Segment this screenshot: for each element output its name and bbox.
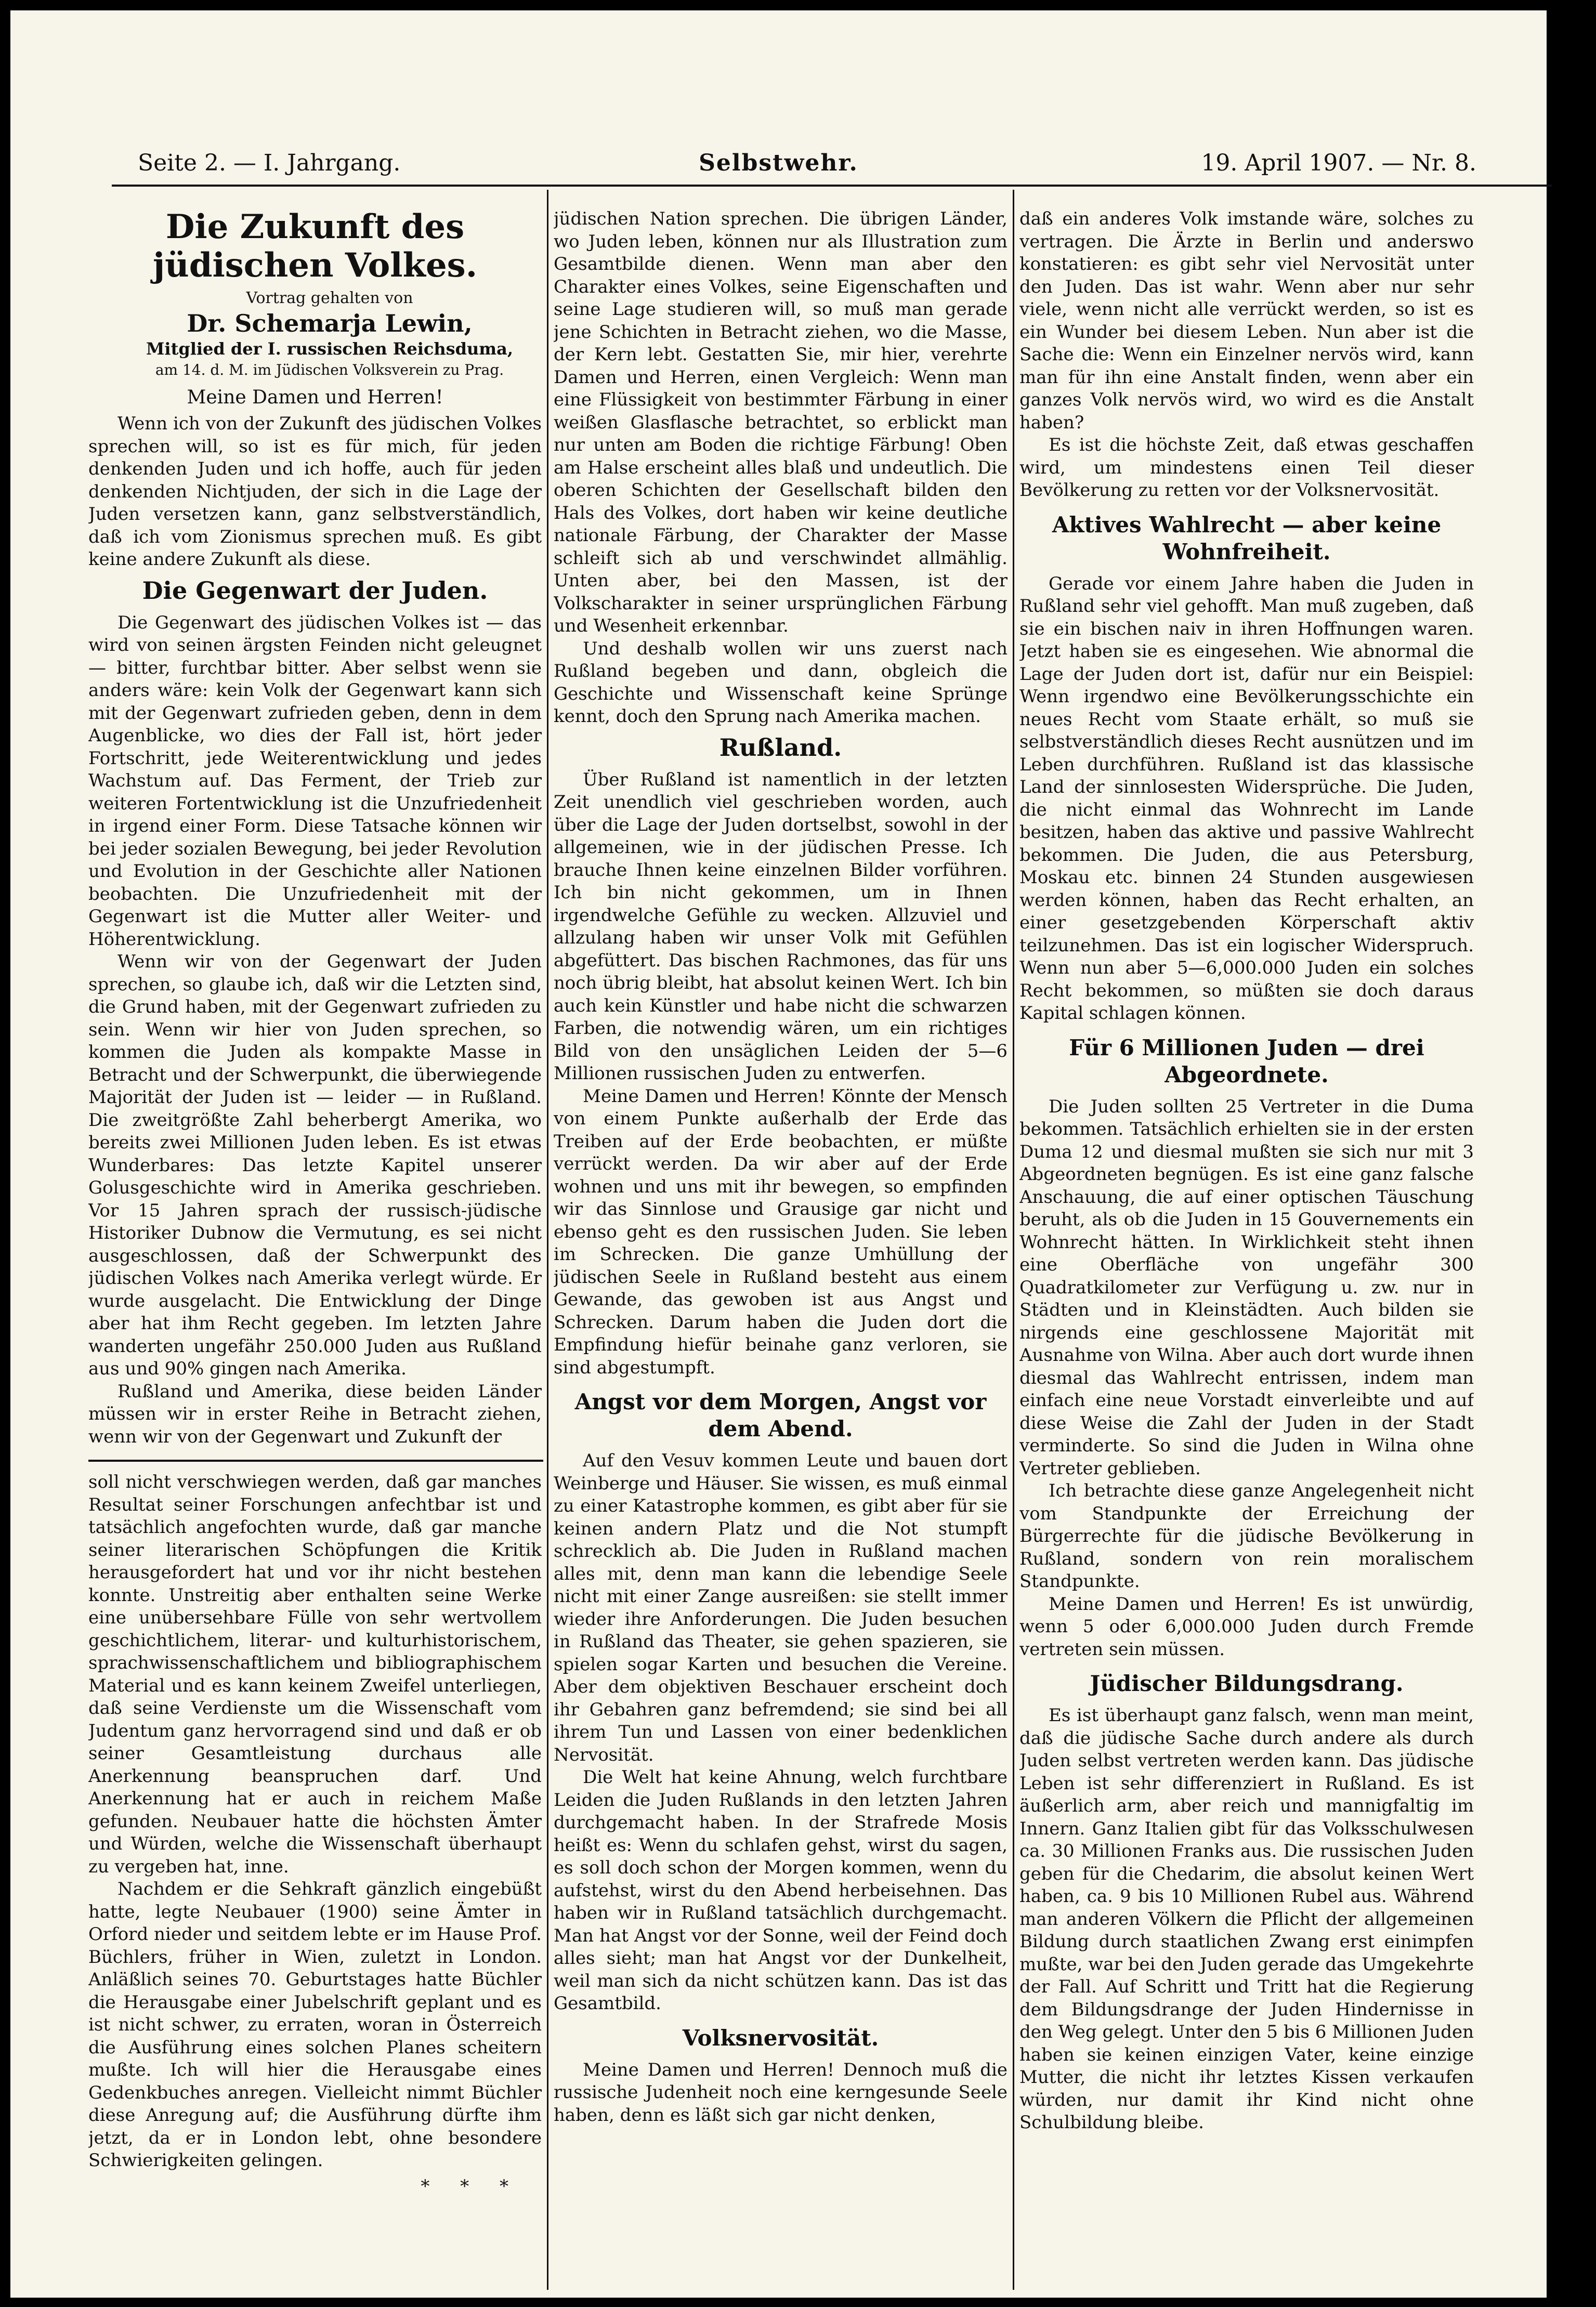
paragraph: Auf den Vesuv kommen Leute und bauen dort Weinberge und Häuser. Sie wissen, es muß einmal zu einer Katastrophe kommen, es gibt aber für sie keinen andern Platz und die Not stumpft schrecklich ab. Die Juden in Rußland machen alles mit, denn man kann die lebendige Seele nicht mit einer Zange ausreißen: sie stellt immer wieder ihre Anforderungen. Die Juden besuchen in Rußland das Theater, sie gehen spazieren, sie spielen sogar Karten und besuchen die Vereine. Aber dem objektiven Beschauer erscheint doch ihr Gebahren ganz befremdend; sie sind bei all ihrem Tun und Lassen von einer bedenklichen Nervosität. — [554, 1450, 1008, 1765]
section-heading: Die Gegenwart der Juden. — [142, 576, 488, 605]
newspaper-page — [10, 10, 1547, 2298]
header-rule — [112, 185, 1552, 187]
header-masthead: Selbstwehr. — [699, 150, 858, 176]
column-rule-2 — [1013, 190, 1014, 2290]
paragraph: Gerade vor einem Jahre haben die Juden in Rußland sehr viel gehofft. Man muß zugeben, daß sie ein bischen naiv in ihren Hoffnungen waren. Jetzt haben sie es eingesehen. Wie abnormal die Lage der Juden dort ist, dafür nur ein Beispiel: Wenn irgendwo eine Bevölkerungsschichte ein neues Recht vom Staate erhält, so muß sie selbstverständlich dieses Recht ausnützen und im Leben durchführen. Rußland ist das klassische Land der sinnlosesten Widersprüche. Die Juden, die nicht einmal das Wohnrecht im Lande besitzen, haben das aktive und passive Wahlrecht bekommen. Die Juden, die aus Petersburg, Moskau etc. binnen 24 Stunden ausgewiesen werden können, haben das Recht erhalten, an einer gesetzgebenden Körperschaft aktiv teilzunehmen. Das ist ein logischer Widerspruch. Wenn nun aber 5—6,000.000 Juden ein solches Recht bekommen, so müßten sie doch daraus Kapital schlagen können. — [1019, 573, 1474, 1024]
section-heading: Aktives Wahlrecht — aber keine Wohnfreiheit. — [1052, 512, 1442, 565]
column-rule-1 — [547, 190, 548, 2290]
section-heading: Jüdischer Bildungsdrang. — [1090, 1671, 1404, 1696]
section-heading: Volksnervosität. — [682, 2025, 879, 2051]
paragraph: Nachdem er die Sehkraft gänzlich eingebüßt hatte, legte Neubauer (1900) seine Ämter in Orford nieder und seitdem lebte er im Hause Prof. Büchlers, früher in Wien, zuletzt in London. Anläßlich seines 70. Geburtstages hatte Büchler die Herausgabe einer Jubelschrift geplant und es ist nicht schwer, zu erraten, woran in Österreich die Ausführung eines solchen Planes scheitern mußte. Ich will hier die Herausgabe eines Gedenkbuches anregen. Vielleicht nimmt Büchler diese Anregung auf; die Ausführung dürfte ihm jetzt, da er in London lebt, ohne besondere Schwierigkeiten gelingen. — [88, 1879, 542, 2171]
lecture-date: am 14. d. M. im Jüdischen Volksverein zu Prag. — [155, 361, 504, 378]
header-page-info: Seite 2. — I. Jahrgang. — [138, 150, 401, 176]
paragraph: Über Rußland ist namentlich in der letzten Zeit unendlich viel geschrieben worden, auch über die Lage der Juden dortselbst, sowohl in der allgemeinen, wie in der jüdischen Presse. Ich brauche Ihnen keine einzelnen Bilder vorführen. Ich bin nicht gekommen, um in Ihnen irgendwelche Gefühle zu wecken. Allzuviel und allzulang haben wir unser Volk mit Gefühlen abgefüttert. Das bischen Rachmones, das für uns noch übrig bleibt, hat absolut keinen Wert. Ich bin auch kein Künstler und habe nicht die schwarzen Farben, die notwendig wären, um ein richtiges Bild von den unsäglichen Leiden der 5—6 Millionen russischen Juden zu entwerfen. — [554, 769, 1008, 1084]
paragraph: Meine Damen und Herren! Dennoch muß die russische Judenheit noch eine kerngesunde Seele haben, denn es läßt sich gar nicht denken, — [554, 2059, 1008, 2126]
article-title: Die Zukunft des jüdischen Volkes. — [153, 208, 477, 285]
paragraph: Die Welt hat keine Ahnung, welch furchtbare Leiden die Juden Rußlands in den letzten Jahren durchgemacht haben. In der Strafrede Mosis heißt es: Wenn du schlafen gehst, wirst du sagen, es soll doch schon der Morgen kommen, wenn du aufstehst, wirst du den Abend herbeisehnen. Das haben wir in Rußland tatsächlich durchgemacht. Man hat Angst vor der Sonne, weil der Feind doch alles sieht; man hat Angst vor der Dunkelheit, weil man sich da nicht schützen kann. Das ist das Gesamtbild. — [554, 1767, 1008, 2014]
section-divider — [88, 1460, 543, 1462]
paragraph: soll nicht verschwiegen werden, daß gar manches Resultat seiner Forschungen anfechtbar ist und tatsächlich angefochten wurde, daß gar manche seiner literarischen Schöpfungen die Kritik herausgefordert hat und vor ihr nicht bestehen konnte. Unstreitig aber enthalten seine Werke eine unübersehbare Fülle von sehr wertvollem geschichtlichem, literar- und kulturhistorischem, sprachwissenschaftlichem und bibliographischem Material und es kann keinem Zweifel unterliegen, daß seine Verdienste um die Wissenschaft vom Judentum ganz hervorragend sind und daß er ob seiner Gesamtleistung durchaus alle Anerkennung beanspruchen darf. Und Anerkennung hat er auch in reichem Maße gefunden. Neubauer hatte die höchsten Ämter und Würden, welche die Wissenschaft überhaupt zu vergeben hat, inne. — [88, 1472, 542, 1877]
asterisks-separator: * * * — [421, 2175, 521, 2197]
section-heading: Angst vor dem Morgen, Angst vor dem Abend. — [574, 1389, 987, 1441]
paragraph: Rußland und Amerika, diese beiden Länder müssen wir in erster Reihe in Betracht ziehen, wenn wir von der Gegenwart und Zukunft der — [88, 1381, 542, 1447]
paragraph: Wenn ich von der Zukunft des jüdischen Volkes sprechen will, so ist es für mich, für jeden denkenden Juden und ich hoffe, auch für jeden denkenden Nichtjuden, der sich in die Lage der Juden versetzen kann, ganz selbstverständlich, daß ich vom Zionismus sprechen muß. Es gibt keine andere Zukunft als diese. — [88, 413, 542, 570]
paragraph: Meine Damen und Herren! Es ist unwürdig, wenn 5 oder 6,000.000 Juden durch Fremde vertreten sein müssen. — [1019, 1593, 1474, 1660]
author-affiliation: Mitglied der I. russischen Reichsduma, — [146, 339, 513, 359]
section-heading: Für 6 Millionen Juden — drei Abgeordnete. — [1069, 1034, 1424, 1087]
article-author: Dr. Schemarja Lewin, — [187, 309, 473, 337]
column-1-article — [88, 208, 542, 1456]
paragraph: daß ein anderes Volk imstande wäre, solches zu vertragen. Die Ärzte in Berlin und anderswo konstatieren: es gibt sehr viel Nervosität unter den Juden. Das ist wahr. Wenn aber nur sehr viele, wenn nicht alle verrückt werden, so ist es ein Wunder bei diesem Leben. Nun aber ist die Sache die: Wenn ein Einzelner nervös wird, kann man für ihn eine Anstalt finden, wenn aber ein ganzes Volk nervös wird, wo wird es die Anstalt haben? — [1019, 208, 1474, 433]
paragraph: Die Gegenwart des jüdischen Volkes ist — das wird von seinen ärgsten Feinden nicht geleugnet — bitter, furchtbar bitter. Aber selbst wenn sie anders wäre: kein Volk der Gegenwart kann sich mit der Gegenwart zufrieden geben, denn in dem Augenblicke, wo dies der Fall ist, hört jeder Fortschritt, jede Weiterentwicklung und jedes Wachstum auf. Das Ferment, der Trieb zur weiteren Fortentwicklung ist die Unzufriedenheit in irgend einer Form. Diese Tatsache können wir bei jeder sozialen Bewegung, bei jeder Revolution und Evolution in der Geschichte aller Nationen beobachten. Die Unzufriedenheit mit der Gegenwart ist die Mutter aller Weiter- und Höherentwicklung. — [88, 612, 542, 950]
paragraph: Wenn wir von der Gegenwart der Juden sprechen, so glaube ich, daß wir die Letzten sind, die Grund haben, mit der Gegenwart zufrieden zu sein. Wenn wir hier von Juden sprechen, so kommen die Juden als kompakte Masse in Betracht und der Schwerpunkt, die überwiegende Majorität der Juden ist — leider — in Rußland. Die zweitgrößte Zahl beherbergt Amerika, wo bereits zwei Millionen Juden leben. Es ist etwas Wunderbares: Das letzte Kapitel unserer Golusgeschichte wird in Amerika geschrieben. Vor 15 Jahren sprach der russisch-jüdische Historiker Dubnow die Vermutung, es sei nicht ausgeschlossen, daß der Schwerpunkt des jüdischen Volkes nach Amerika verlegt würde. Er wurde ausgelacht. Die Entwicklung der Dinge aber hat ihm Recht gegeben. Im letzten Jahre wanderten ungefähr 250.000 Juden aus Rußland aus und 90% gingen nach Amerika. — [88, 951, 542, 1379]
salutation: Meine Damen und Herren! — [187, 387, 443, 408]
paragraph: Meine Damen und Herren! Könnte der Mensch von einem Punkte außerhalb der Erde das Treiben auf der Erde beobachten, er müßte verrückt werden. Da wir aber auf der Erde wohnen und uns mit ihr bewegen, so empfinden wir das Sinnlose und Grausige gar nicht und ebenso geht es den russischen Juden. Sie leben im Schrecken. Die ganze Umhüllung der jüdischen Seele in Rußland besteht aus einem Gewande, das gewoben ist aus Angst und Schrecken. Darum haben die Juden dort die Empfindung hiefür beinahe ganz verloren, sie sind abgestumpft. — [554, 1085, 1008, 1378]
paragraph: Ich betrachte diese ganze Angelegenheit nicht vom Standpunkte der Erreichung der Bürgerrechte für die jüdische Bevölkerung in Rußland, sondern von rein moralischem Standpunkte. — [1019, 1480, 1474, 1592]
column-1-feuilleton — [88, 1471, 542, 2235]
column-2 — [554, 208, 1008, 2287]
article-byline: Vortrag gehalten von — [246, 289, 413, 307]
paragraph: jüdischen Nation sprechen. Die übrigen Länder, wo Juden leben, können nur als Illustration zum Gesamtbilde dienen. Wenn man aber den Charakter eines Volkes, seine Eigenschaften und seine Lage studieren will, so muß man gerade jene Schichten in Betracht ziehen, wo die Masse, der Kern lebt. Gestatten Sie, mir hier, verehrte Damen und Herren, einen Vergleich: Wenn man eine Flüssigkeit von bestimmter Färbung in einer weißen Glasflasche betrachtet, so erblickt man nur unten am Boden die richtige Färbung! Oben am Halse erscheint alles blaß und undeutlich. Die oberen Schichten der Gesellschaft bilden den Hals des Volkes, dort haben wir keine deutliche nationale Färbung, der Charakter der Masse schleift sich ab und verschwindet allmählig. Unten aber, bei den Massen, ist der Volkscharakter in seiner ursprünglichen Färbung und Wesenheit erkennbar. — [554, 208, 1008, 636]
paragraph: Die Juden sollten 25 Vertreter in die Duma bekommen. Tatsächlich erhielten sie in der ersten Duma 12 und diesmal mußten sie sich nur mit 3 Abgeordneten begnügen. Es ist eine ganz falsche Anschauung, die auf einer optischen Täuschung beruht, als ob die Juden in 15 Gouvernements ein Wohnrecht hätten. In Wirklichkeit steht ihnen eine Oberfläche von ungefähr 300 Quadratkilometer zur Verfügung u. zw. nur in Städten und in Kleinstädten. Auch bilden sie nirgends eine geschlossene Majorität mit Ausnahme von Wilna. Aber auch dort wurde ihnen diesmal das Wahlrecht entrissen, indem man einfach eine neue Vorstadt einverleibte und auf diese Weise die Zahl der Juden in der Stadt verminderte. So sind die Juden in Wilna ohne Vertreter geblieben. — [1019, 1096, 1474, 1479]
paragraph: Es ist die höchste Zeit, daß etwas geschaffen wird, um mindestens einen Teil dieser Bevölkerung zu retten vor der Volksnervosität. — [1019, 435, 1474, 501]
paragraph: Und deshalb wollen wir uns zuerst nach Rußland begeben und dann, obgleich die Geschichte und Wissenschaft keine Sprünge kennt, doch den Sprung nach Amerika machen. — [554, 638, 1008, 727]
paragraph: Es ist überhaupt ganz falsch, wenn man meint, daß die jüdische Sache durch andere als durch Juden selbst vertreten werden kann. Das jüdische Leben ist sehr differenziert in Rußland. Es ist äußerlich arm, aber reich und mannigfaltig im Innern. Ganz Italien gibt für das Volksschulwesen ca. 30 Millionen Franks aus. Die russischen Juden geben für die Chedarim, die absolut keinen Wert haben, ca. 9 bis 10 Millionen Rubel aus. Während man anderen Völkern die Pflicht der allgemeinen Bildung durch staatlichen Zwang erst einimpfen mußte, war bei den Juden gerade das Umgekehrte der Fall. Auf Schritt und Tritt hat die Regierung dem Bildungsdrange der Juden Hindernisse in den Weg gelegt. Unter den 5 bis 6 Millionen Juden haben sie keinen einzigen Vater, keine einzige Mutter, die nicht ihr letztes Kissen verkaufen würden, nur damit ihr Kind nicht ohne Schulbildung bleibe. — [1019, 1705, 1474, 2133]
header-date-issue: 19. April 1907. — Nr. 8. — [1201, 150, 1476, 176]
column-3 — [1019, 208, 1474, 2287]
section-heading: Rußland. — [719, 733, 842, 762]
